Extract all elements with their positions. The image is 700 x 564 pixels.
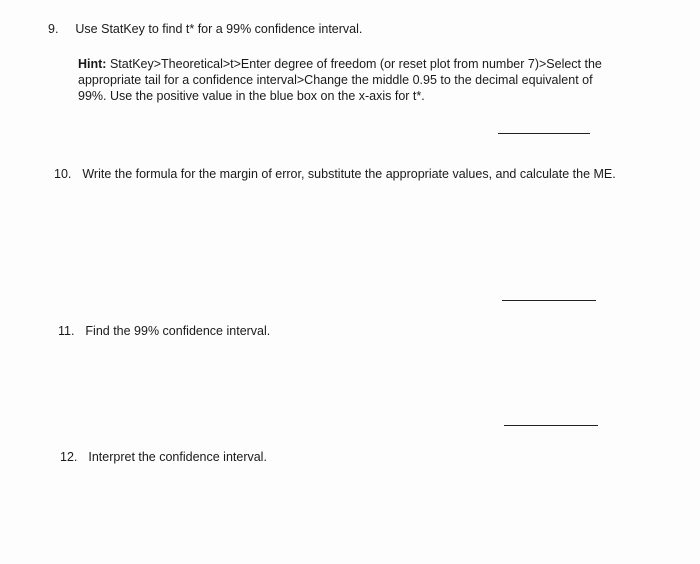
hint-block <box>78 56 638 104</box>
question-10-number: 10. <box>54 167 72 181</box>
question-9 <box>48 21 362 37</box>
question-10 <box>54 166 616 182</box>
hint-line-2: appropriate tail for a confidence interval>Change the middle 0.95 to the decimal equivalent of <box>78 73 593 87</box>
hint-line-1 <box>78 56 638 72</box>
question-11 <box>58 323 270 339</box>
question-9-text: Use StatKey to find t* for a 99% confidence interval. <box>75 22 363 36</box>
hint-line-3: 99%. Use the positive value in the blue box on the x-axis for t*. <box>78 89 425 103</box>
question-11-number: 11. <box>58 324 75 338</box>
question-12 <box>60 449 267 465</box>
hint-label: Hint: <box>78 57 107 71</box>
question-12-text: Interpret the confidence interval. <box>88 450 267 464</box>
question-12-number: 12. <box>60 450 78 464</box>
answer-blank-10[interactable] <box>502 300 596 301</box>
answer-blank-9[interactable] <box>498 133 590 134</box>
answer-blank-11[interactable] <box>504 425 598 426</box>
hint-line-1-text: StatKey>Theoretical>t>Enter degree of freedom (or reset plot from number 7)>Select the <box>109 57 602 71</box>
question-10-text: Write the formula for the margin of error, substitute the appropriate values, and calculate the ME. <box>82 167 616 181</box>
question-11-text: Find the 99% confidence interval. <box>85 324 271 338</box>
question-9-number: 9. <box>48 22 59 36</box>
